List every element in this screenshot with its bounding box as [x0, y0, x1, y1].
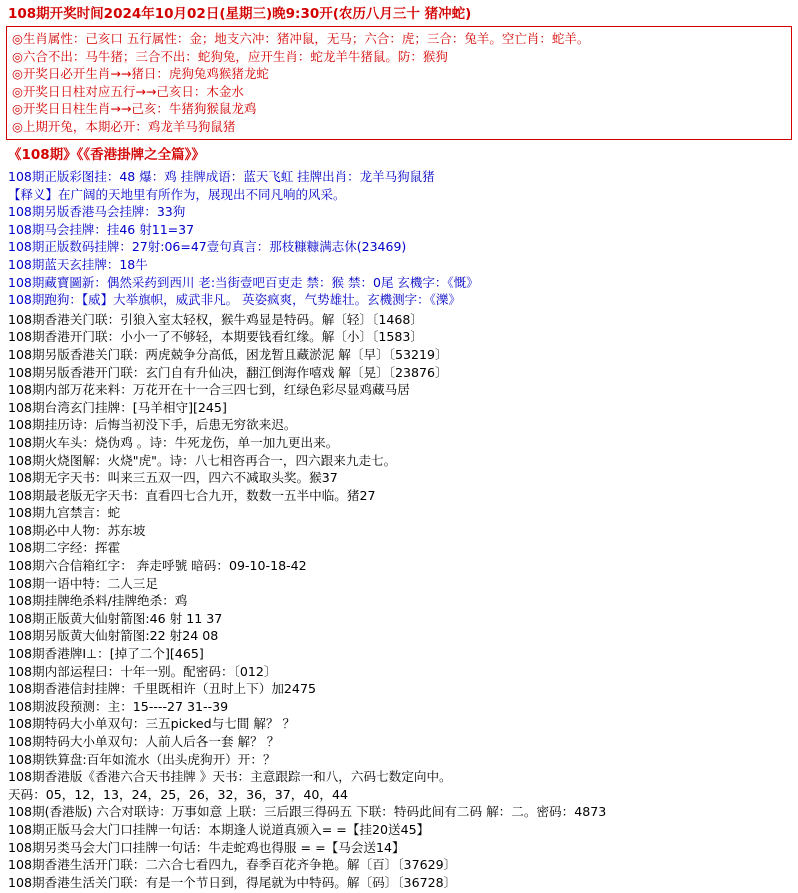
content-line: 108期波段预测：主：15----27 31--39: [8, 698, 229, 714]
content-line: 108期内部万花来料：万花开在十一合三四七到，红绿色彩尽显鸡藏马居: [8, 382, 410, 398]
content-line: 108期挂牌绝杀料/挂牌绝杀：鸡: [8, 593, 188, 609]
highlight-line: 108期马会挂牌：挂46 射11=37: [8, 221, 195, 237]
content-line: 108期另版香港开门联：玄门自有升仙决，翻江倒海作嘻戏 解〔晃〕〔23876〕: [8, 364, 448, 380]
content-line: 108期香港信封挂牌：千里既相许（丑时上下）加2475: [8, 681, 316, 697]
content-line: 108期一语中特：二人三足: [8, 575, 158, 591]
section-title: 《108期》《《香港掛牌之全篇》》: [8, 147, 205, 163]
content-line: 108期必中人物：苏东坡: [8, 522, 146, 538]
content-line: 108期(香港版) 六合对联诗：万事如意 上联：三后跟三得码五 下联：特码此间有二码 解：二。密码：4873: [8, 804, 607, 820]
content-line: 108期香港开门联：小小一了不够轻，本期要钱看红缘。解〔小〕〔1583〕: [8, 329, 424, 345]
content-line: 108期正版黄大仙射箭图:46 射 11 37: [8, 610, 223, 626]
content-line: 108期香港生活开门联：二六合七看四九，春季百花齐争艳。解〔百〕〔37629〕: [8, 857, 457, 873]
attributes-line: ◎六合不出：马牛猪；三合不出：蛇狗兔，应开生肖：蛇龙羊牛猪鼠。防：猴狗: [12, 48, 448, 64]
highlight-line: 108期藏寶圖新：偶然采药到西川 老:当街壹吧百吏走 禁：猴 禁：0尾 玄機字：《慨》: [8, 274, 479, 290]
content-line: 108期香港牌Ⅰ⊥：[掉了二个][465]: [8, 646, 204, 662]
attributes-line: ◎开奖日日柱对应五行→→己亥日：木金水: [12, 83, 244, 99]
content-line: 108期香港关门联：引狼入室太轻权，猴牛鸡显是特码。解〔轻〕〔1468〕: [8, 311, 424, 327]
content-line: 108期铁算盘:百年如流水（出头虎狗开）开：？: [8, 751, 276, 767]
highlight-line: 108期正版彩图挂：48 爆：鸡 挂牌成语：蓝天飞虹 挂牌出肖：龙羊马狗鼠猪: [8, 169, 435, 184]
attributes-line: ◎开奖日日柱生肖→→己亥：牛猪狗猴鼠龙鸡: [12, 101, 257, 116]
content-line: 108期另版香港关门联：两虎兢争分高低，困龙暂且藏淤泥 解〔早〕〔53219〕: [8, 346, 448, 362]
highlight-line: 108期跑狗：【威】大举旗帜，威武非凡。 英姿疯爽，气势雄壮。玄機测字：《濼》: [8, 292, 461, 308]
highlight-line: 108期蓝天玄挂牌：18牛: [8, 256, 148, 272]
content-line: 108期特码大小单双句：人前人后各一套 解？ ？: [8, 734, 280, 749]
content-line: 108期特码大小单双句：三五picked与七間 解？ ？: [8, 716, 296, 732]
attributes-line: ◎开奖日必开生肖→→猪日：虎狗兔鸡猴猪龙蛇: [12, 66, 269, 81]
highlight-line: 108期正版数码挂牌：27射:06=47壹句真言：那枝糠糠满志休(23469): [8, 239, 407, 255]
attributes-box: [6, 26, 792, 140]
content-line: 108期香港生活关门联：有是一个节日到，得尾就为中特码。解〔码〕〔36728〕: [8, 874, 457, 890]
content-line: 108期火烧图解：火烧"虎"。诗：八七相咨再合一，四六跟来九走七。: [8, 452, 397, 468]
content-line: 108期挂历诗：后悔当初没下手，后患无穷欲来迟。: [8, 417, 297, 433]
content-line: 108期最老版无字天书：直看四七合九开，数数一五半中临。猪27: [8, 487, 376, 503]
content-line: 108期台湾玄门挂牌：[马羊相守][245]: [8, 399, 227, 415]
content-line: 108期六合信箱红字： 奔走呼號 暗码：09-10-18-42: [8, 558, 307, 574]
content-line: 108期香港版《香港六合天书挂牌 》天书：主意跟踪一和八，六码七数定向中。: [8, 769, 452, 785]
content-line: 108期另版黄大仙射箭图:22 射24 08: [8, 628, 219, 644]
highlight-line: 108期另版香港马会挂牌：33狗: [8, 204, 186, 220]
content-line: 108期火车头：烧伪鸡 。诗：牛死龙伤，单一加九更出来。: [8, 434, 339, 450]
content-line: 108期正版马会大门口挂牌一句话：本期逢人说道真颁入= =【挂20送45】: [8, 821, 430, 837]
attributes-line: ◎生肖属性：己亥口 五行属性：金；地支六冲：猪冲鼠，无马；六合：虎；三合：兔羊。空亡肖：蛇羊。: [12, 31, 590, 46]
highlight-line: 【释义】在广阔的天地里有所作为，展现出不同凡响的风采。: [8, 186, 346, 202]
highlight-block: [6, 168, 792, 309]
content-line: 108期内部运程曰：十年一别。配密码：〔012〕: [8, 663, 277, 679]
content-line: 天码：05，12，13，24，25，26，32，36，37，40，44: [8, 786, 348, 802]
content-block: [6, 311, 792, 892]
page-title: 108期开奖时间2024年10月02日(星期三)晚9:30开(农历八月三十 猪冲蛇): [8, 6, 472, 22]
content-line: 108期无字天书：叫来三五双一四，四六不减取头奖。猴37: [8, 470, 338, 486]
attributes-line: ◎上期开兔，本期必开：鸡龙羊马狗鼠猪: [12, 118, 236, 134]
content-line: 108期二字经：挥霍: [8, 540, 121, 556]
content-line: 108期九宫禁言：蛇: [8, 505, 121, 521]
content-line: 108期另类马会大门口挂牌一句话：牛走蛇鸡也得服 = =【马会送14】: [8, 839, 405, 855]
